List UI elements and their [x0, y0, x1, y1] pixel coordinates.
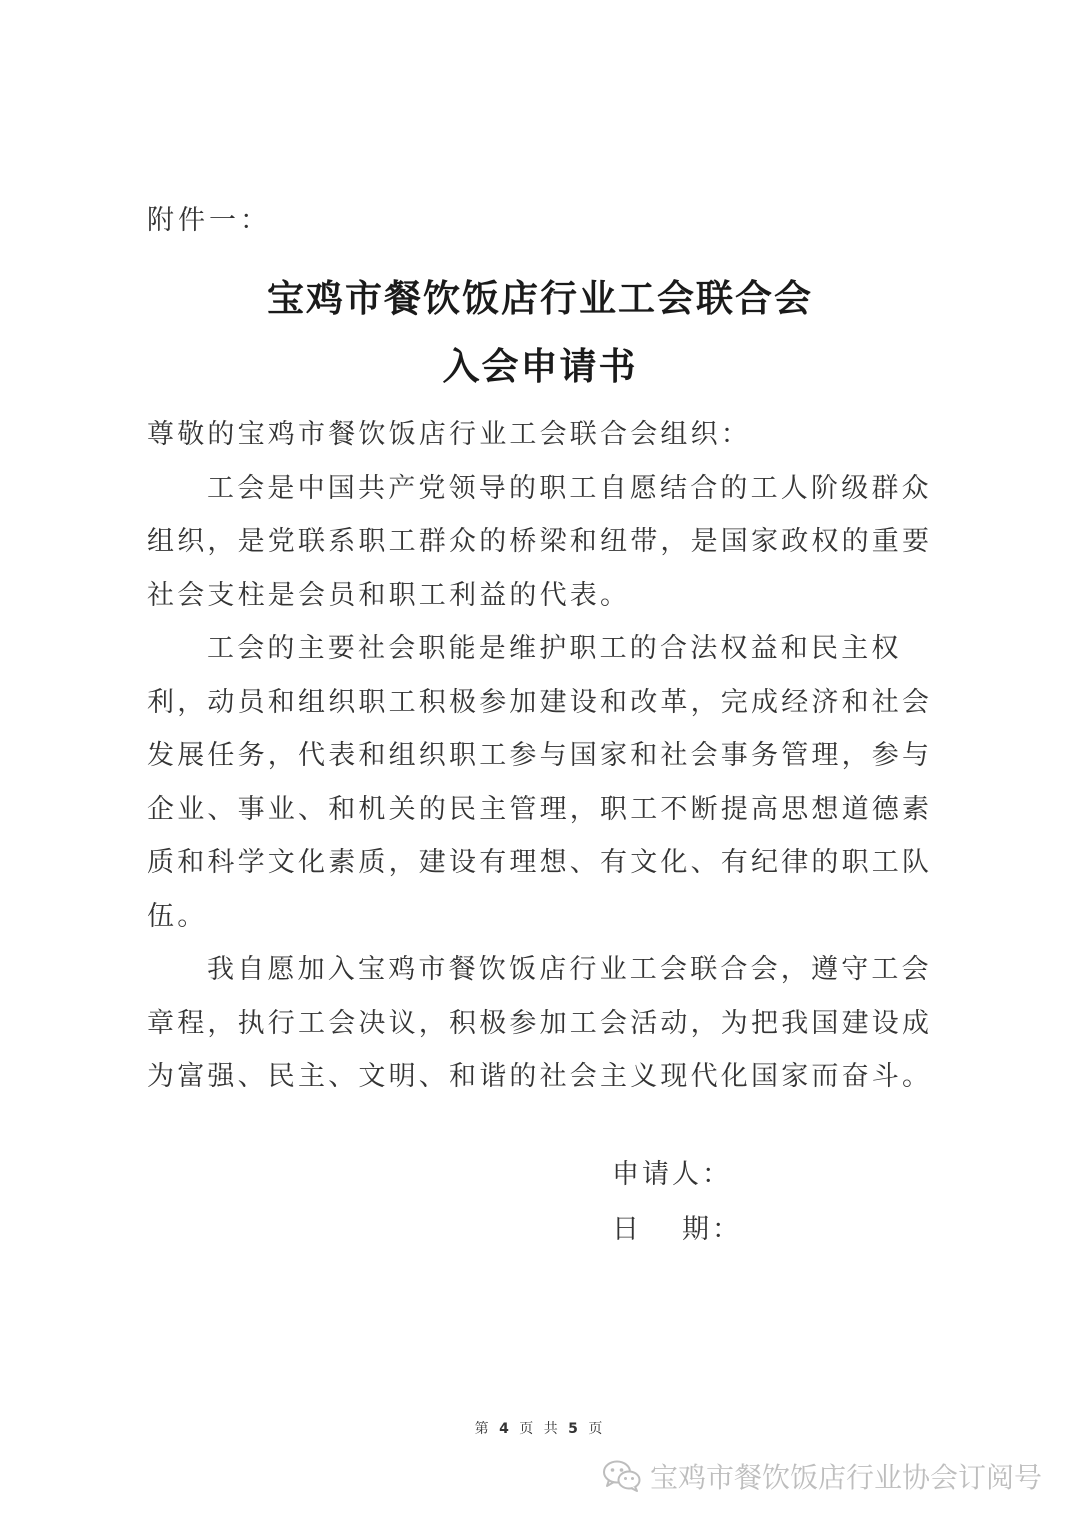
page-number-footer — [0, 1418, 1080, 1438]
document-body — [147, 408, 947, 1104]
footer-middle: 页 共 — [519, 1421, 561, 1437]
paragraph-3: 我自愿加入宝鸡市餐饮饭店行业工会联合会，遵守工会章程，执行工会决议，积极参加工会活动，为把我国建设成为富强、民主、文明、和谐的社会主义现代化国家而奋斗。 — [147, 954, 933, 1092]
wechat-icon — [602, 1459, 642, 1493]
footer-current-page: 4 — [499, 1421, 512, 1437]
footer-total-pages: 5 — [568, 1421, 581, 1437]
date-label — [612, 1207, 742, 1246]
paragraph-2: 工会的主要社会职能是维护职工的合法权益和民主权利，动员和组织职工积极参加建设和改革，完成经济和社会发展任务，代表和组织职工参与国家和社会事务管理，参与企业、事业、和机关的民主管理，职工不断提高思想道德素质和科学文化素质，建设有理想、有文化、有纪律的职工队伍。 — [147, 633, 933, 932]
applicant-label: 申请人： — [612, 1159, 732, 1190]
footer-suffix: 页 — [588, 1421, 606, 1437]
date-label-char1: 日 — [612, 1214, 642, 1245]
footer-prefix: 第 — [474, 1421, 492, 1437]
date-label-char2: 期： — [682, 1214, 742, 1245]
wechat-watermark — [602, 1456, 1042, 1496]
paragraph-1: 工会是中国共产党领导的职工自愿结合的工人阶级群众组织，是党联系职工群众的桥梁和纽带，是国家政权的重要社会支柱是会员和职工利益的代表。 — [147, 472, 933, 611]
attachment-label: 附件一： — [147, 205, 271, 236]
document-title-line1: 宝鸡市餐饮饭店行业工会联合会 — [267, 277, 813, 320]
document-title-line2: 入会申请书 — [442, 345, 638, 388]
watermark-text: 宝鸡市餐饮饭店行业协会订阅号 — [649, 1461, 1042, 1494]
salutation: 尊敬的宝鸡市餐饮饭店行业工会联合会组织： — [147, 419, 751, 450]
